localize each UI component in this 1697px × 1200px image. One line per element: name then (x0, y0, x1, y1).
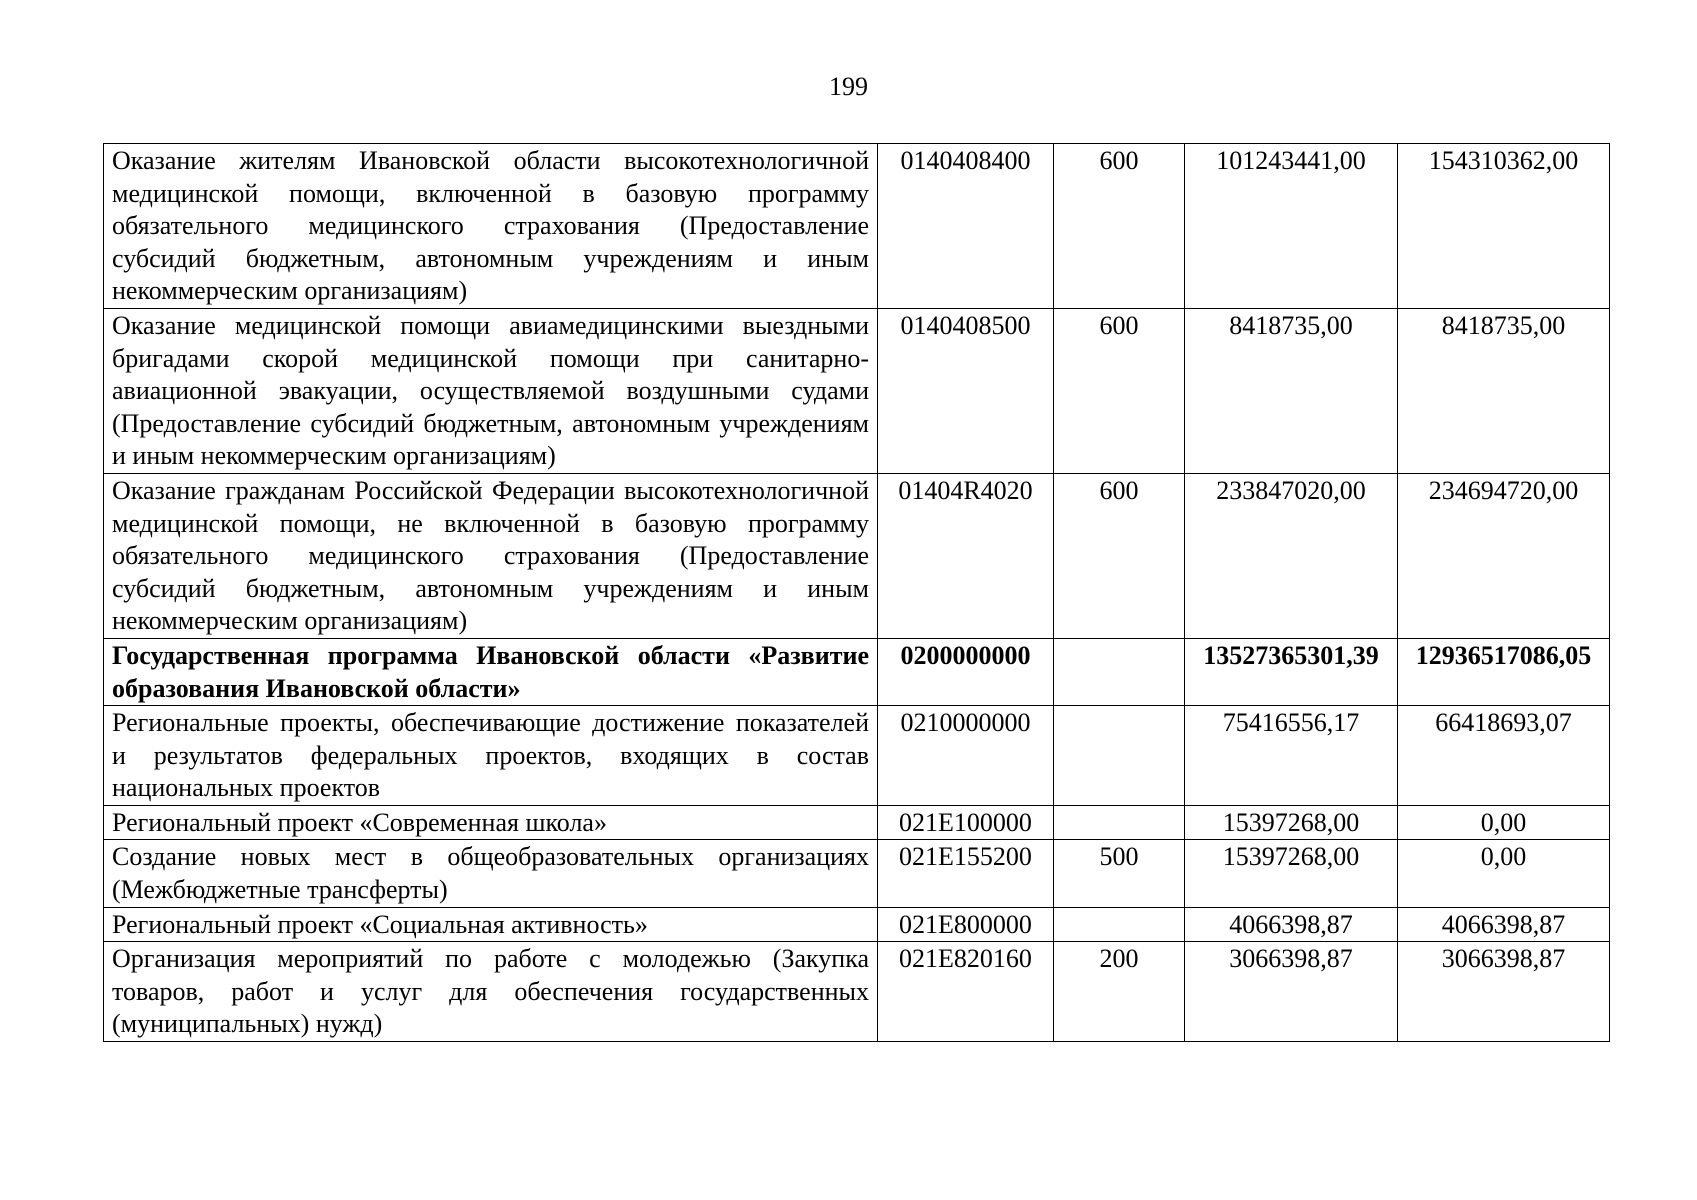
expense-type-cell (1054, 706, 1185, 806)
target-article-code-cell: 0140408500 (878, 308, 1054, 473)
amount-year2-cell: 8418735,00 (1398, 308, 1610, 473)
table-row (104, 805, 1610, 840)
row-name-cell: Создание новых мест в общеобразовательных организациях (Межбюджетные трансферты) (104, 840, 878, 907)
expense-type-cell (1054, 638, 1185, 705)
amount-year2-cell: 154310362,00 (1398, 144, 1610, 309)
budget-table (103, 143, 1610, 1042)
program-total-row (104, 638, 1610, 705)
amount-year2-cell: 0,00 (1398, 840, 1610, 907)
target-article-code-cell: 0140408400 (878, 144, 1054, 309)
table-row (104, 942, 1610, 1042)
page-number: 199 (829, 72, 868, 101)
target-article-code-cell: 021E800000 (878, 907, 1054, 942)
table-row (104, 473, 1610, 638)
row-name-cell: Региональные проекты, обеспечивающие достижение показателей и результатов федеральных проектов, входящих в состав национальных проектов (104, 706, 878, 806)
amount-year2-cell: 234694720,00 (1398, 473, 1610, 638)
amount-year2-cell: 3066398,87 (1398, 942, 1610, 1042)
amount-year1-cell: 15397268,00 (1185, 805, 1398, 840)
expense-type-cell: 200 (1054, 942, 1185, 1042)
expense-type-cell (1054, 907, 1185, 942)
table-row (104, 907, 1610, 942)
expense-type-cell: 600 (1054, 473, 1185, 638)
row-name-cell: Оказание медицинской помощи авиамедицинскими выездными бригадами скорой медицинской помощи при санитарно-авиационной эвакуации, осуществляемой воздушными судами (Предоставление субсидий бюджетным, автономным учреждениям и иным некоммерческим организациям) (104, 308, 878, 473)
amount-year1-cell: 13527365301,39 (1185, 638, 1398, 705)
target-article-code-cell: 021E100000 (878, 805, 1054, 840)
table-row (104, 308, 1610, 473)
row-name-cell: Организация мероприятий по работе с молодежью (Закупка товаров, работ и услуг для обеспечения государственных (муниципальных) нужд) (104, 942, 878, 1042)
amount-year2-cell: 0,00 (1398, 805, 1610, 840)
expense-type-cell: 600 (1054, 144, 1185, 309)
target-article-code-cell: 01404R4020 (878, 473, 1054, 638)
amount-year1-cell: 15397268,00 (1185, 840, 1398, 907)
table-row (104, 840, 1610, 907)
row-name-cell: Государственная программа Ивановской области «Развитие образования Ивановской области» (104, 638, 878, 705)
target-article-code-cell: 0200000000 (878, 638, 1054, 705)
amount-year1-cell: 101243441,00 (1185, 144, 1398, 309)
amount-year1-cell: 4066398,87 (1185, 907, 1398, 942)
table-row (104, 144, 1610, 309)
amount-year2-cell: 66418693,07 (1398, 706, 1610, 806)
amount-year1-cell: 233847020,00 (1185, 473, 1398, 638)
target-article-code-cell: 0210000000 (878, 706, 1054, 806)
expense-type-cell (1054, 805, 1185, 840)
row-name-cell: Оказание гражданам Российской Федерации высокотехнологичной медицинской помощи, не включенной в базовую программу обязательного медицинского страхования (Предоставление субсидий бюджетным, автономным учреждениям и иным некоммерческим организациям) (104, 473, 878, 638)
expense-type-cell: 600 (1054, 308, 1185, 473)
row-name-cell: Региональный проект «Социальная активность» (104, 907, 878, 942)
target-article-code-cell: 021E820160 (878, 942, 1054, 1042)
amount-year1-cell: 75416556,17 (1185, 706, 1398, 806)
amount-year2-cell: 12936517086,05 (1398, 638, 1610, 705)
row-name-cell: Оказание жителям Ивановской области высокотехнологичной медицинской помощи, включенной в базовую программу обязательного медицинского страхования (Предоставление субсидий бюджетным, автономным учреждениям и иным некоммерческим организациям) (104, 144, 878, 309)
amount-year1-cell: 3066398,87 (1185, 942, 1398, 1042)
target-article-code-cell: 021E155200 (878, 840, 1054, 907)
amount-year1-cell: 8418735,00 (1185, 308, 1398, 473)
expense-type-cell: 500 (1054, 840, 1185, 907)
table-row (104, 706, 1610, 806)
row-name-cell: Региональный проект «Современная школа» (104, 805, 878, 840)
amount-year2-cell: 4066398,87 (1398, 907, 1610, 942)
